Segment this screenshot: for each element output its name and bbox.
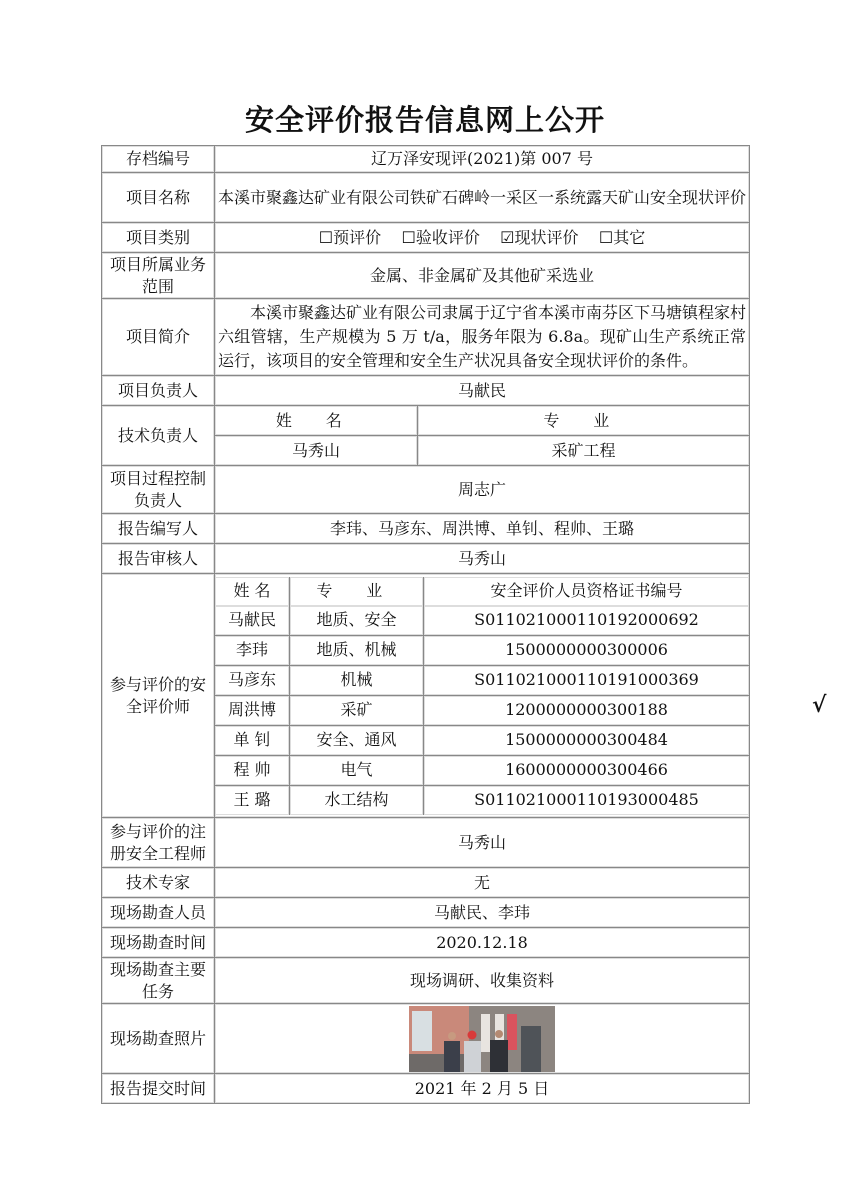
info-table	[101, 145, 750, 1104]
row-evaluators	[102, 574, 750, 818]
value: 2020.12.18	[215, 928, 750, 958]
label: 现场勘查照片	[102, 1004, 215, 1074]
header-cert: 安全评价人员资格证书编号	[424, 577, 750, 606]
page-title: 安全评价报告信息网上公开	[244, 103, 605, 137]
evaluator-name: 单 钊	[215, 725, 290, 755]
evaluator-major: 地质、安全	[290, 606, 424, 636]
site-photo-image	[409, 1006, 555, 1072]
evaluator-row	[215, 785, 749, 815]
value: 李玮、马彦东、周洪博、单钊、程帅、王璐	[215, 514, 750, 544]
option-other: ☐其它	[598, 227, 646, 247]
row-reviewer	[102, 544, 750, 574]
value: 现场调研、收集资料	[215, 958, 750, 1004]
row-scope	[102, 253, 750, 299]
label: 项目所属业务范围	[102, 253, 215, 299]
col-major: 专 业	[418, 406, 750, 436]
value: 本溪市聚鑫达矿业有限公司铁矿石碑岭一采区一系统露天矿山安全现状评价	[215, 173, 750, 223]
row-site-photo	[102, 1004, 750, 1074]
header-name: 姓 名	[215, 577, 290, 606]
evaluator-major: 电气	[290, 755, 424, 785]
label: 参与评价的安全评价师	[102, 574, 215, 818]
label: 报告审核人	[102, 544, 215, 574]
evaluator-row	[215, 695, 749, 725]
evaluator-cert: 1500000000300484	[424, 725, 750, 755]
option-pre-eval: ☐预评价	[318, 227, 382, 247]
row-intro	[102, 299, 750, 376]
evaluator-name: 王 璐	[215, 785, 290, 815]
value: 无	[215, 868, 750, 898]
evaluator-cert: 1500000000300006	[424, 635, 750, 665]
row-expert	[102, 868, 750, 898]
evaluator-cert: 1600000000300466	[424, 755, 750, 785]
tech-leader-major: 采矿工程	[418, 436, 750, 466]
row-submit-time	[102, 1074, 750, 1104]
evaluator-major: 地质、机械	[290, 635, 424, 665]
tech-leader-table	[215, 406, 749, 465]
evaluator-name: 马献民	[215, 606, 290, 636]
label: 参与评价的注册安全工程师	[102, 818, 215, 868]
row-tech-leader	[102, 406, 750, 466]
evaluator-name: 周洪博	[215, 695, 290, 725]
label: 报告提交时间	[102, 1074, 215, 1104]
label: 报告编写人	[102, 514, 215, 544]
label: 现场勘查主要任务	[102, 958, 215, 1004]
evaluator-name: 程 帅	[215, 755, 290, 785]
evaluator-cert: S011021000110192000692	[424, 606, 750, 636]
value: 2021 年 2 月 5 日	[215, 1074, 750, 1104]
evaluator-cert: 1200000000300188	[424, 695, 750, 725]
evaluator-cert: S011021000110193000485	[424, 785, 750, 815]
evaluator-row	[215, 755, 749, 785]
row-site-time	[102, 928, 750, 958]
label: 项目类别	[102, 223, 215, 253]
label: 现场勘查人员	[102, 898, 215, 928]
label: 项目过程控制负责人	[102, 466, 215, 514]
evaluator-major: 机械	[290, 665, 424, 695]
value: 马秀山	[215, 818, 750, 868]
evaluators-table	[215, 577, 749, 815]
label: 项目负责人	[102, 376, 215, 406]
label: 项目简介	[102, 299, 215, 376]
evaluator-name: 马彦东	[215, 665, 290, 695]
evaluators-header	[215, 577, 749, 606]
value: 本溪市聚鑫达矿业有限公司隶属于辽宁省本溪市南芬区下马塘镇程家村六组管辖，生产规模为 5 万 t/a，服务年限为 6.8a。现矿山生产系统正常运行，该项目的安全管理和安全生产状况具备安全现状评价的条件。	[215, 299, 750, 376]
row-writers	[102, 514, 750, 544]
label: 技术专家	[102, 868, 215, 898]
col-name: 姓 名	[215, 406, 418, 436]
row-process-ctrl	[102, 466, 750, 514]
evaluator-row	[215, 635, 749, 665]
row-site-task	[102, 958, 750, 1004]
row-site-staff	[102, 898, 750, 928]
option-acceptance-eval: ☐验收评价	[401, 227, 480, 247]
option-status-eval: ☑现状评价	[500, 227, 579, 247]
row-category	[102, 223, 750, 253]
label: 现场勘查时间	[102, 928, 215, 958]
evaluator-name: 李玮	[215, 635, 290, 665]
row-reg-engineer	[102, 818, 750, 868]
evaluator-cert: S011021000110191000369	[424, 665, 750, 695]
value: 马秀山	[215, 544, 750, 574]
row-project-name	[102, 173, 750, 223]
value: 辽万泽安现评(2021)第 007 号	[215, 146, 750, 173]
label: 技术负责人	[102, 406, 215, 466]
handwritten-check-mark: √	[812, 692, 827, 718]
category-options	[215, 223, 750, 253]
value: 马献民	[215, 376, 750, 406]
value: 马献民、李玮	[215, 898, 750, 928]
label: 存档编号	[102, 146, 215, 173]
value: 金属、非金属矿及其他矿采选业	[215, 253, 750, 299]
header-major: 专 业	[290, 577, 424, 606]
evaluator-row	[215, 665, 749, 695]
evaluator-major: 安全、通风	[290, 725, 424, 755]
evaluator-row	[215, 606, 749, 636]
row-archive-no	[102, 146, 750, 173]
label: 项目名称	[102, 173, 215, 223]
evaluator-row	[215, 725, 749, 755]
value: 周志广	[215, 466, 750, 514]
evaluator-major: 水工结构	[290, 785, 424, 815]
evaluator-major: 采矿	[290, 695, 424, 725]
tech-leader-name: 马秀山	[215, 436, 418, 466]
row-leader	[102, 376, 750, 406]
